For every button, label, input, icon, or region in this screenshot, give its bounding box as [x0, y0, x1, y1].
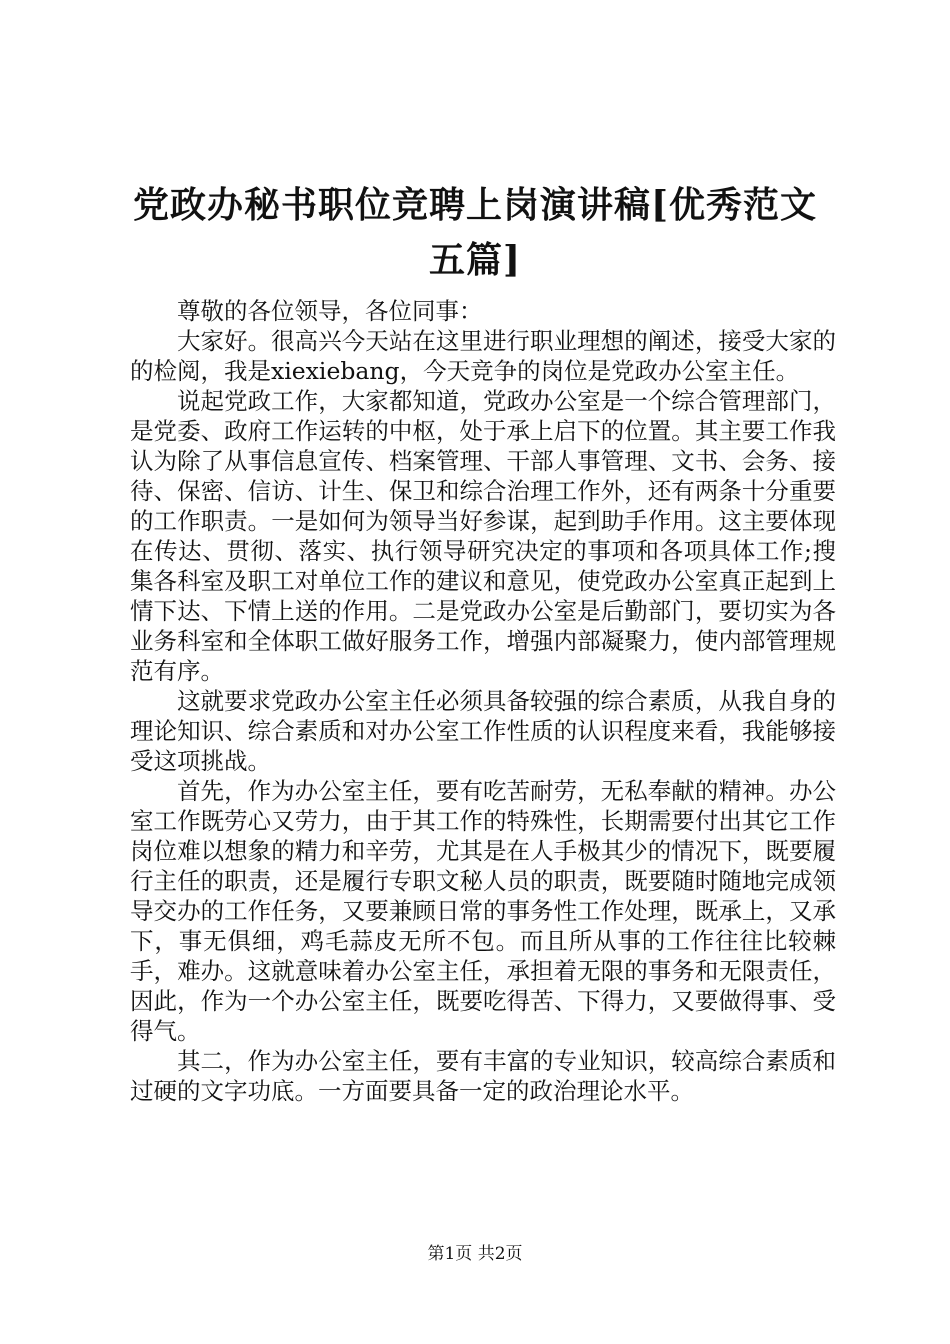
- body-paragraph: 首先，作为办公室主任，要有吃苦耐劳，无私奉献的精神。办公室工作既劳心又劳力，由于其工作的特殊性，长期需要付出其它工作岗位难以想象的精力和辛劳，尤其是在人手极其少的情况下，既要履行主任的职责，还是履行专职文秘人员的职责，既要随时随地完成领导交办的工作任务，又要兼顾日常的事务性工作处理，既承上，又承下，事无俱细，鸡毛蒜皮无所不包。而且所从事的工作往往比较棘手，难办。这就意味着办公室主任，承担着无限的事务和无限责任，因此，作为一个办公室主任，既要吃得苦、下得力，又要做得事、受得气。: [130, 777, 836, 1045]
- salutation-paragraph: 尊敬的各位领导，各位同事：: [177, 297, 483, 325]
- document-body: [130, 296, 836, 1106]
- body-paragraph: 其二，作为办公室主任，要有丰富的专业知识，较高综合素质和过硬的文字功底。一方面要具备一定的政治理论水平。: [130, 1047, 836, 1105]
- body-paragraph: 说起党政工作，大家都知道，党政办公室是一个综合管理部门，是党委、政府工作运转的中枢，处于承上启下的位置。其主要工作我认为除了从事信息宣传、档案管理、干部人事管理、文书、会务、接待、保密、信访、计生、保卫和综合治理工作外，还有两条十分重要的工作职责。一是如何为领导当好参谋，起到助手作用。这主要体现在传达、贯彻、落实、执行领导研究决定的事项和各项具体工作;搜集各科室及职工对单位工作的建议和意见，使党政办公室真正起到上情下达、下情上送的作用。二是党政办公室是后勤部门，要切实为各业务科室和全体职工做好服务工作，增强内部凝聚力，使内部管理规范有序。: [130, 387, 836, 685]
- page-footer: 第1页 共2页: [427, 1244, 523, 1264]
- document-title: 党政办秘书职位竞聘上岗演讲稿[优秀范文五篇]: [132, 184, 818, 281]
- body-paragraph: 大家好。很高兴今天站在这里进行职业理想的阐述，接受大家的的检阅，我是xiexiebang，今天竞争的岗位是党政办公室主任。: [130, 327, 836, 385]
- body-paragraph: 这就要求党政办公室主任必须具备较强的综合素质，从我自身的理论知识、综合素质和对办公室工作性质的认识程度来看，我能够接受这项挑战。: [130, 687, 836, 775]
